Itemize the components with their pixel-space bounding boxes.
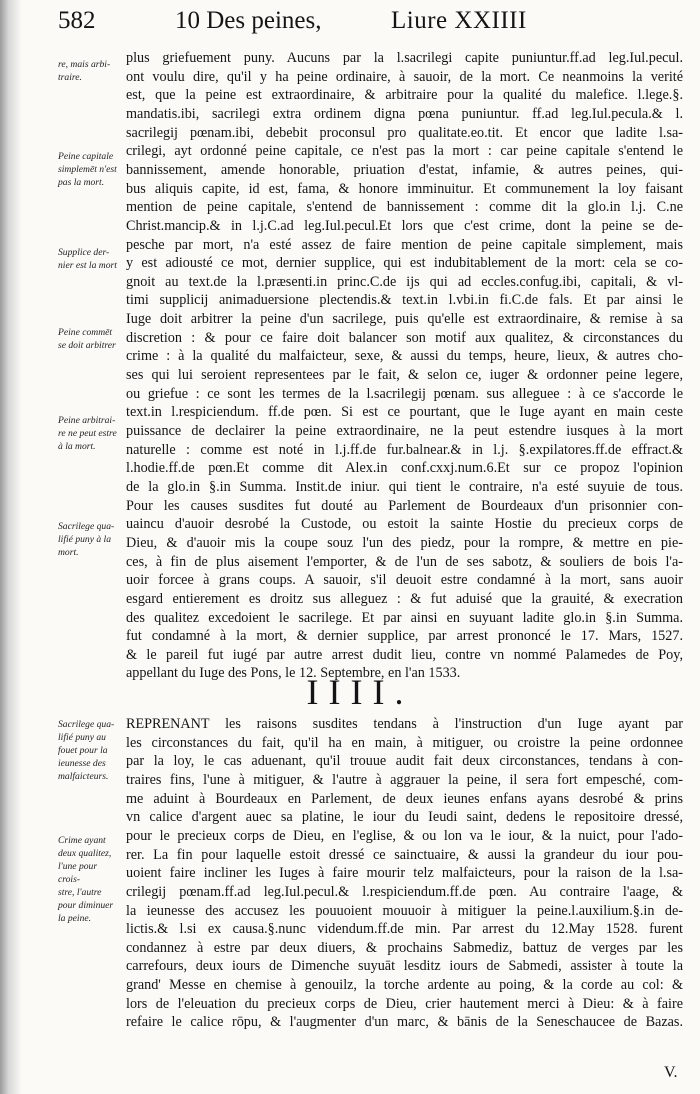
text-line: la ieunesse des accusez les pouuoient mouuoir à mitiguer la peine.l.auxilium.§.in de- (126, 902, 683, 919)
text-line: fut condamné à la mort, & dernier supplice, par arrest prononcé le 17. Mars, 1527. (126, 628, 683, 645)
margin-note-line: Peine capitale (58, 151, 114, 162)
text-line: lictis.& l.si ex causa.§.nunc videndum.ff.de min. Par arrest du 12.May 1528. furent (126, 921, 683, 938)
text-line: y est adiousté ce mot, dernier supplice, qui est indubitablement de la mort: cela se co- (126, 255, 683, 272)
text-line: bus aliquis capite, id est, fama, & honore imminuitur. Et communement la loy faisant (126, 180, 683, 197)
margin-note (58, 58, 120, 84)
text-line: ces, à fin de plus aisement l'emporter, & de l'un de ses sabotz, & souliers de bois l'a- (126, 553, 683, 570)
text-line: ont voulu dire, qu'il y ha peine ordinaire, à sauoir, de la mort. Ce neanmoins la verité (126, 68, 683, 85)
margin-note-line: à la mort. (58, 441, 96, 452)
book-title: Liure XXIIII (391, 7, 527, 34)
text-line: Dieu, & d'auoir mis la coupe souz l'un des piedz, pour la rompre, & mettre en pie- (126, 534, 683, 551)
margin-note (58, 834, 120, 925)
text-line: les circonstances du fait, qu'il ha en main, à mitiguer, ou croistre la peine ordonnee (126, 734, 683, 751)
text-line: pour le precieux corps de Dieu, en l'eglise, & ou lon va le iour, & la nuict, pour l'ado- (126, 827, 683, 844)
text-line: l.hodie.ff.de pœn.Et comme dit Alex.in conf.cxxj.num.6.Et sur ce propoz l'opinion (126, 460, 683, 477)
text-line: Iuge doit arbitrer la peine d'un sacrilege, puis qu'elle est extraordinaire, & remise à sa (126, 311, 683, 328)
catchword: V. (664, 1064, 678, 1081)
margin-note-line: ieunesse des (58, 758, 106, 769)
text-line: appellant du Iuge des Pons, le 12. Septembre, en l'an 1533. (126, 665, 461, 682)
text-line: grand' Messe en chemise à genouilz, la torche ardente au poing, & la corde au col: & (126, 977, 683, 994)
text-line: crime : à la qualité du malfaicteur, sexe, & aussi du temps, heure, lieux, & autres cho- (126, 348, 683, 365)
text-line: naturelle : comme est noté in l.j.ff.de fur.balnear.& in l.j. §.expilatores.ff.de effract.& (126, 441, 683, 458)
text-line: timi supplicij animaduersione plectendis.& text.in l.vbi.in fi.C.de fals. Et par ainsi le (126, 292, 683, 309)
text-line: pesche par mort, n'a esté assez de faire mention de peine capitale simplement, mais (126, 236, 683, 253)
margin-note (58, 150, 120, 189)
text-line: vn calice d'argent auec sa platine, le iour du Ieudi saint, dedens le repositoire dressé, (126, 809, 683, 826)
text-line: bannissement, amende honorable, priuation d'estat, infamie, & autres peines, qui- (126, 161, 683, 178)
text-line: REPRENANT les raisons susdites tendans à l'instruction d'un Iuge ayant par (126, 716, 683, 732)
margin-note-line: Peine arbitrai- (58, 415, 116, 426)
text-line: discretion : & pour ce faire doit balancer son motif aux qualitez, & circonstances du (126, 329, 683, 346)
text-line: plus griefuement puny. Aucuns par la l.sacrilegi capite puniuntur.ff.ad leg.Iul.pecul. (126, 50, 683, 66)
margin-note (58, 246, 120, 272)
text-line: text.in l.respiciendum. ff.de pœn. Si est ce pourtant, que le Iuge ayant en main ceste (126, 404, 683, 421)
margin-note-line: re ne peut estre (58, 428, 117, 439)
margin-note-line: nier est la mort (58, 260, 117, 271)
margin-note (58, 414, 120, 453)
text-line: de la glo.in §.in Summa. Instit.de iniur. qui tient le contraire, n'a esté suyuie de tous. (126, 478, 683, 495)
margin-note-line: la peine. (58, 913, 92, 924)
margin-note-line: lifié puny au (58, 732, 106, 743)
margin-note-line: re, mais arbi- (58, 59, 111, 70)
text-line: traires fins, l'une à mitiguer, & l'autre à aggrauer la peine, il sera fort empesché, com- (126, 771, 683, 788)
text-line: Pour les causes susdites fut douté au Parlement de Bourdeaux d'un prisonnier con- (126, 497, 683, 514)
margin-note-line: malfaicteurs. (58, 771, 109, 782)
margin-note-line: Peine commēt (58, 327, 113, 338)
text-line: rer. La fin pour laquelle estoit dressé ce sainctuaire, & aussi la grandeur du iour pou- (126, 846, 683, 863)
text-line: & le pareil fut iugé par autre arrest dudit lieu, contre vn nommé Palamedes de Poy, (126, 646, 683, 663)
text-line: sacrilegij pœnam.ibi, debebit proconsul pro qualitate.eo.tit. Et encor que ladite l.sa- (126, 124, 683, 141)
margin-note-line: Sacrilege qua- (58, 521, 115, 532)
text-line: des qualitez excedoient le sacrilege. Et par ainsi en suyuant ladite glo.in §.in Summa. (126, 609, 683, 626)
margin-note-line: l'une pour crois- (58, 861, 98, 885)
margin-note-line: simplemēt n'est (58, 164, 117, 175)
section-heading: IIII. (306, 672, 414, 712)
text-line: Christ.mancip.& in l.j.C.ad leg.Iul.pecul.Et lors que c'est crime, dont la peine se de- (126, 217, 683, 234)
text-line: uaincu d'auoir desrobé la Custode, ou estoit la sainte Hostie du precieux corps de (126, 516, 683, 533)
margin-note (58, 520, 120, 559)
text-line: uoir forcee à grans coups. A sauoir, s'il deuoit estre condamné à la mort, sans auoir (126, 572, 683, 589)
text-line: uoient faire incliner les Iuges à faire mourir telz malfaicteurs, pour la raison de la l.sa- (126, 865, 683, 882)
text-line: lors de l'eleuation du precieux corps de Dieu, crier hautement merci à Dieu: & à faire (126, 995, 683, 1012)
text-line: condannez à estre par deux diuers, & prochains Sabmediz, battuz de verges par les (126, 939, 683, 956)
margin-note-line: se doit arbitrer (58, 340, 116, 351)
text-line: par la loy, le cas aduenant, qu'il trouue audit fait deux circonstances, tendans à con- (126, 753, 683, 770)
text-line: est, que la peine est extraordinaire, & arbitraire pour la qualité du malefice. l.lege.§. (126, 87, 683, 104)
margin-note (58, 326, 120, 352)
margin-note-line: mort. (58, 547, 79, 558)
text-line: carrefours, deux iours de Dimenche suyuāt lesditz iours de Sabmedi, assister à toute la (126, 958, 683, 975)
margin-note-line: stre, l'autre (58, 887, 102, 898)
margin-note-line: Crime ayant (58, 835, 106, 846)
text-line: esgard entierement es droitz sus alleguez : & fut aduisé que la grauité, & execration (126, 590, 683, 607)
text-line: crilegi, ayt ordonné peine capitale, ce n'est pas la mort : car peine capitale s'entend le (126, 143, 683, 160)
running-header (58, 4, 638, 38)
text-line: mandatis.ibi, sacrilegi extra ordinem digna pœna puniuntur. ff.ad leg.Iul.pecula.& l. (126, 105, 683, 122)
margin-note-line: fouet pour la (58, 745, 108, 756)
margin-note-line: Sacrilege qua- (58, 719, 115, 730)
text-line: ou griefue : ce sont les termes de la l.sacrilegij pœnam. sus alleguee : à ce s'accorde le (126, 385, 683, 402)
page-number: 582 (58, 7, 96, 34)
margin-note-line: traire. (58, 72, 82, 83)
text-line: me aduint à Bourdeaux en Parlement, de deux ieunes enfans ayans desrobé & prins (126, 790, 683, 807)
text-line: refaire le calice rōpu, & l'augmenter d'un marc, & bānis de la Seneschaucee de Bazas. (126, 1014, 683, 1031)
text-line: ses qui lui seroient representees par le fait, & selon ce, iuger & ordonner peine legere, (126, 367, 683, 384)
margin-note (58, 718, 120, 783)
margin-note-line: pour diminuer (58, 900, 114, 911)
text-line: mention de peine capitale, s'entend de bannissement : comme dit la glo.in l.j. C.ne (126, 199, 683, 216)
text-line: crilegij pœnam.ff.ad leg.Iul.pecul.& l.respiciendum.ff.de pœn. Au contraire l'aage, & (126, 883, 683, 900)
margin-note-line: Supplice der- (58, 247, 110, 258)
margin-note-line: pas la mort. (58, 177, 105, 188)
margin-note-line: deux qualitez, (58, 848, 112, 859)
chapter-title: 10 Des peines, (175, 7, 322, 34)
page-gutter-shadow (0, 0, 22, 1094)
text-line: gnoit au text.de la l.præsenti.in princ.C.de ijs qui ad eccles.confug.ibi, capitali, & vl- (126, 273, 683, 290)
margin-note-line: lifié puny à la (58, 534, 112, 545)
text-line: puissance de declairer la peine extraordinaire, ne la peut estendre iusques à la mort (126, 423, 683, 439)
